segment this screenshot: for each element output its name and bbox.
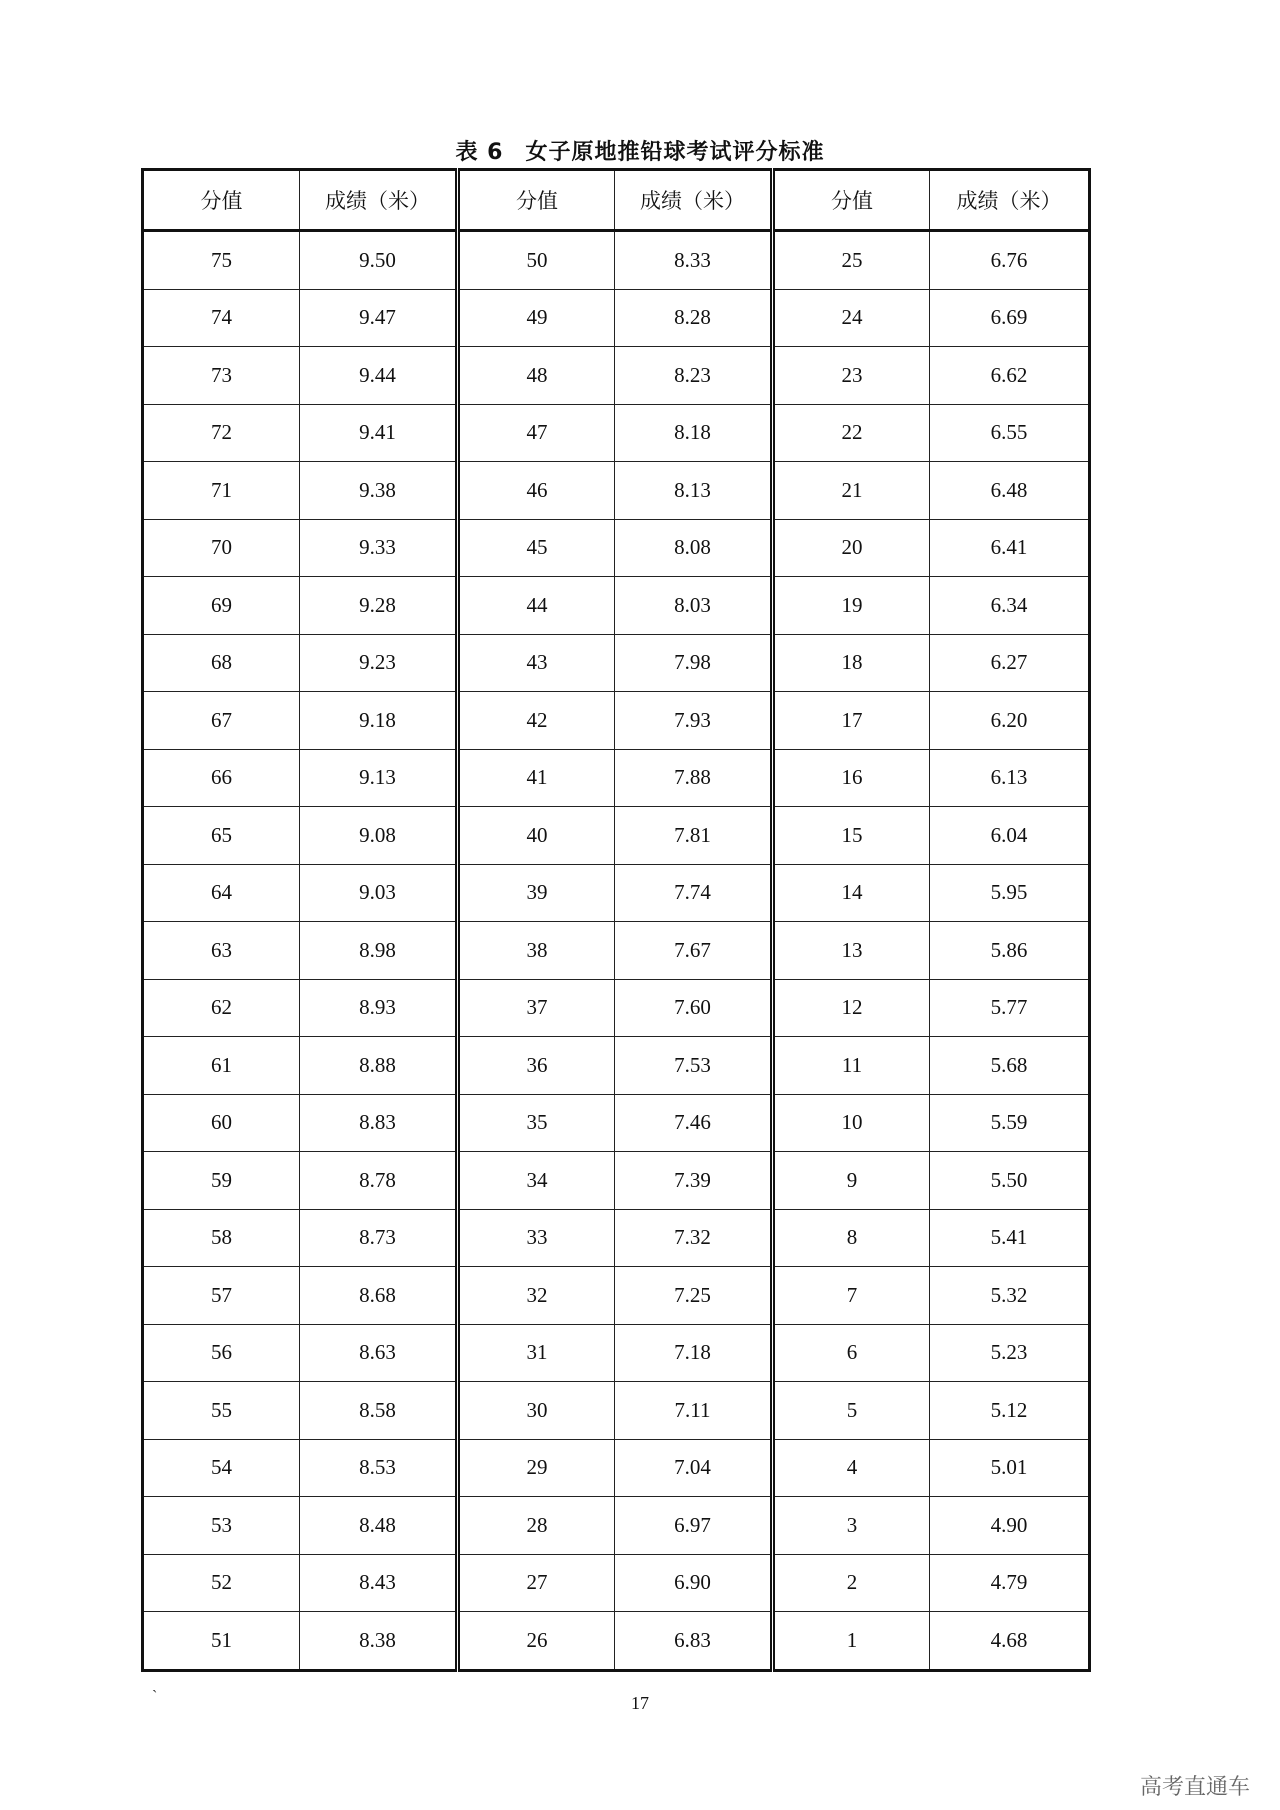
header-score-1: 分值 [143,170,300,231]
result-cell: 9.33 [300,519,458,577]
result-cell: 7.04 [615,1439,773,1497]
score-cell: 39 [458,864,615,922]
result-cell: 8.58 [300,1382,458,1440]
result-cell: 8.83 [300,1094,458,1152]
score-cell: 67 [143,692,300,750]
result-cell: 5.01 [930,1439,1090,1497]
table-row [143,1612,1090,1671]
table-row [143,404,1090,462]
score-cell: 69 [143,577,300,635]
result-cell: 5.23 [930,1324,1090,1382]
score-cell: 3 [773,1497,930,1555]
score-cell: 32 [458,1267,615,1325]
table-number: 表 6 [455,140,504,165]
header-score-2: 分值 [458,170,615,231]
result-cell: 5.86 [930,922,1090,980]
result-cell: 6.20 [930,692,1090,750]
table-row [143,231,1090,290]
header-score-3: 分值 [773,170,930,231]
score-cell: 29 [458,1439,615,1497]
score-cell: 1 [773,1612,930,1671]
score-cell: 11 [773,1037,930,1095]
result-cell: 8.63 [300,1324,458,1382]
score-cell: 51 [143,1612,300,1671]
result-cell: 4.68 [930,1612,1090,1671]
result-cell: 5.68 [930,1037,1090,1095]
score-cell: 33 [458,1209,615,1267]
score-cell: 58 [143,1209,300,1267]
result-cell: 8.93 [300,979,458,1037]
page-number: 17 [631,1693,649,1713]
score-cell: 56 [143,1324,300,1382]
score-cell: 49 [458,289,615,347]
score-cell: 47 [458,404,615,462]
score-cell: 37 [458,979,615,1037]
result-cell: 8.03 [615,577,773,635]
table-row [143,577,1090,635]
result-cell: 8.53 [300,1439,458,1497]
score-cell: 22 [773,404,930,462]
result-cell: 9.41 [300,404,458,462]
table-row [143,1094,1090,1152]
header-result-3: 成绩（米） [930,170,1090,231]
result-cell: 6.34 [930,577,1090,635]
table-row [143,634,1090,692]
result-cell: 6.13 [930,749,1090,807]
score-cell: 57 [143,1267,300,1325]
result-cell: 6.48 [930,462,1090,520]
score-cell: 73 [143,347,300,405]
score-cell: 35 [458,1094,615,1152]
score-cell: 31 [458,1324,615,1382]
result-cell: 8.88 [300,1037,458,1095]
table-row [143,922,1090,980]
result-cell: 7.53 [615,1037,773,1095]
score-cell: 40 [458,807,615,865]
table-row [143,1152,1090,1210]
score-cell: 75 [143,231,300,290]
result-cell: 8.23 [615,347,773,405]
score-cell: 15 [773,807,930,865]
table-row [143,979,1090,1037]
score-cell: 5 [773,1382,930,1440]
result-cell: 6.62 [930,347,1090,405]
score-cell: 46 [458,462,615,520]
table-row [143,1382,1090,1440]
score-cell: 48 [458,347,615,405]
result-cell: 9.50 [300,231,458,290]
result-cell: 9.13 [300,749,458,807]
table-row [143,692,1090,750]
result-cell: 8.68 [300,1267,458,1325]
result-cell: 7.25 [615,1267,773,1325]
score-cell: 42 [458,692,615,750]
score-cell: 72 [143,404,300,462]
table-row [143,1497,1090,1555]
score-cell: 61 [143,1037,300,1095]
table-row [143,289,1090,347]
result-cell: 8.08 [615,519,773,577]
score-cell: 68 [143,634,300,692]
score-cell: 6 [773,1324,930,1382]
result-cell: 5.12 [930,1382,1090,1440]
result-cell: 6.97 [615,1497,773,1555]
table-row [143,462,1090,520]
table-row [143,1554,1090,1612]
score-cell: 55 [143,1382,300,1440]
result-cell: 6.83 [615,1612,773,1671]
result-cell: 8.28 [615,289,773,347]
score-cell: 74 [143,289,300,347]
result-cell: 7.60 [615,979,773,1037]
score-cell: 13 [773,922,930,980]
score-table [141,168,1091,1672]
score-cell: 24 [773,289,930,347]
result-cell: 6.76 [930,231,1090,290]
score-cell: 17 [773,692,930,750]
watermark: 高考直通车 [1140,1775,1251,1800]
result-cell: 9.28 [300,577,458,635]
result-cell: 8.13 [615,462,773,520]
score-cell: 34 [458,1152,615,1210]
result-cell: 8.48 [300,1497,458,1555]
score-cell: 16 [773,749,930,807]
score-cell: 45 [458,519,615,577]
score-cell: 27 [458,1554,615,1612]
score-cell: 30 [458,1382,615,1440]
score-cell: 38 [458,922,615,980]
score-cell: 63 [143,922,300,980]
score-cell: 36 [458,1037,615,1095]
result-cell: 7.18 [615,1324,773,1382]
result-cell: 7.74 [615,864,773,922]
score-cell: 54 [143,1439,300,1497]
table-row [143,864,1090,922]
result-cell: 8.98 [300,922,458,980]
result-cell: 5.95 [930,864,1090,922]
score-cell: 44 [458,577,615,635]
result-cell: 7.46 [615,1094,773,1152]
result-cell: 7.11 [615,1382,773,1440]
result-cell: 9.03 [300,864,458,922]
score-cell: 19 [773,577,930,635]
score-cell: 65 [143,807,300,865]
table-row [143,1037,1090,1095]
score-cell: 59 [143,1152,300,1210]
result-cell: 6.90 [615,1554,773,1612]
table-row [143,347,1090,405]
table-row [143,807,1090,865]
score-cell: 10 [773,1094,930,1152]
table-row [143,519,1090,577]
score-cell: 20 [773,519,930,577]
result-cell: 7.67 [615,922,773,980]
table-header-row [143,170,1090,231]
result-cell: 6.41 [930,519,1090,577]
result-cell: 6.27 [930,634,1090,692]
score-cell: 18 [773,634,930,692]
result-cell: 9.44 [300,347,458,405]
score-cell: 66 [143,749,300,807]
result-cell: 4.90 [930,1497,1090,1555]
result-cell: 5.59 [930,1094,1090,1152]
table-title-text: 女子原地推铅球考试评分标准 [525,140,825,165]
table-row [143,749,1090,807]
score-cell: 41 [458,749,615,807]
result-cell: 6.69 [930,289,1090,347]
result-cell: 7.81 [615,807,773,865]
table-row [143,1439,1090,1497]
score-cell: 2 [773,1554,930,1612]
result-cell: 8.78 [300,1152,458,1210]
result-cell: 9.18 [300,692,458,750]
result-cell: 7.32 [615,1209,773,1267]
score-cell: 62 [143,979,300,1037]
score-cell: 25 [773,231,930,290]
score-cell: 12 [773,979,930,1037]
score-cell: 53 [143,1497,300,1555]
score-cell: 28 [458,1497,615,1555]
result-cell: 5.77 [930,979,1090,1037]
result-cell: 9.47 [300,289,458,347]
result-cell: 5.32 [930,1267,1090,1325]
score-cell: 64 [143,864,300,922]
score-cell: 50 [458,231,615,290]
header-result-1: 成绩（米） [300,170,458,231]
score-cell: 52 [143,1554,300,1612]
result-cell: 5.50 [930,1152,1090,1210]
table-row [143,1209,1090,1267]
result-cell: 7.93 [615,692,773,750]
result-cell: 6.55 [930,404,1090,462]
score-cell: 7 [773,1267,930,1325]
result-cell: 4.79 [930,1554,1090,1612]
score-cell: 4 [773,1439,930,1497]
result-cell: 8.38 [300,1612,458,1671]
score-cell: 70 [143,519,300,577]
stray-mark: ` [152,1688,158,1705]
header-result-2: 成绩（米） [615,170,773,231]
result-cell: 9.23 [300,634,458,692]
score-cell: 9 [773,1152,930,1210]
score-cell: 26 [458,1612,615,1671]
score-cell: 8 [773,1209,930,1267]
result-cell: 9.38 [300,462,458,520]
result-cell: 7.88 [615,749,773,807]
result-cell: 8.73 [300,1209,458,1267]
table-row [143,1267,1090,1325]
score-cell: 21 [773,462,930,520]
score-cell: 43 [458,634,615,692]
score-cell: 71 [143,462,300,520]
result-cell: 7.98 [615,634,773,692]
result-cell: 8.43 [300,1554,458,1612]
result-cell: 5.41 [930,1209,1090,1267]
result-cell: 7.39 [615,1152,773,1210]
score-cell: 23 [773,347,930,405]
table-row [143,1324,1090,1382]
page-title [0,135,1280,166]
result-cell: 8.18 [615,404,773,462]
table-body [143,231,1090,1671]
result-cell: 6.04 [930,807,1090,865]
result-cell: 8.33 [615,231,773,290]
score-cell: 14 [773,864,930,922]
score-cell: 60 [143,1094,300,1152]
result-cell: 9.08 [300,807,458,865]
